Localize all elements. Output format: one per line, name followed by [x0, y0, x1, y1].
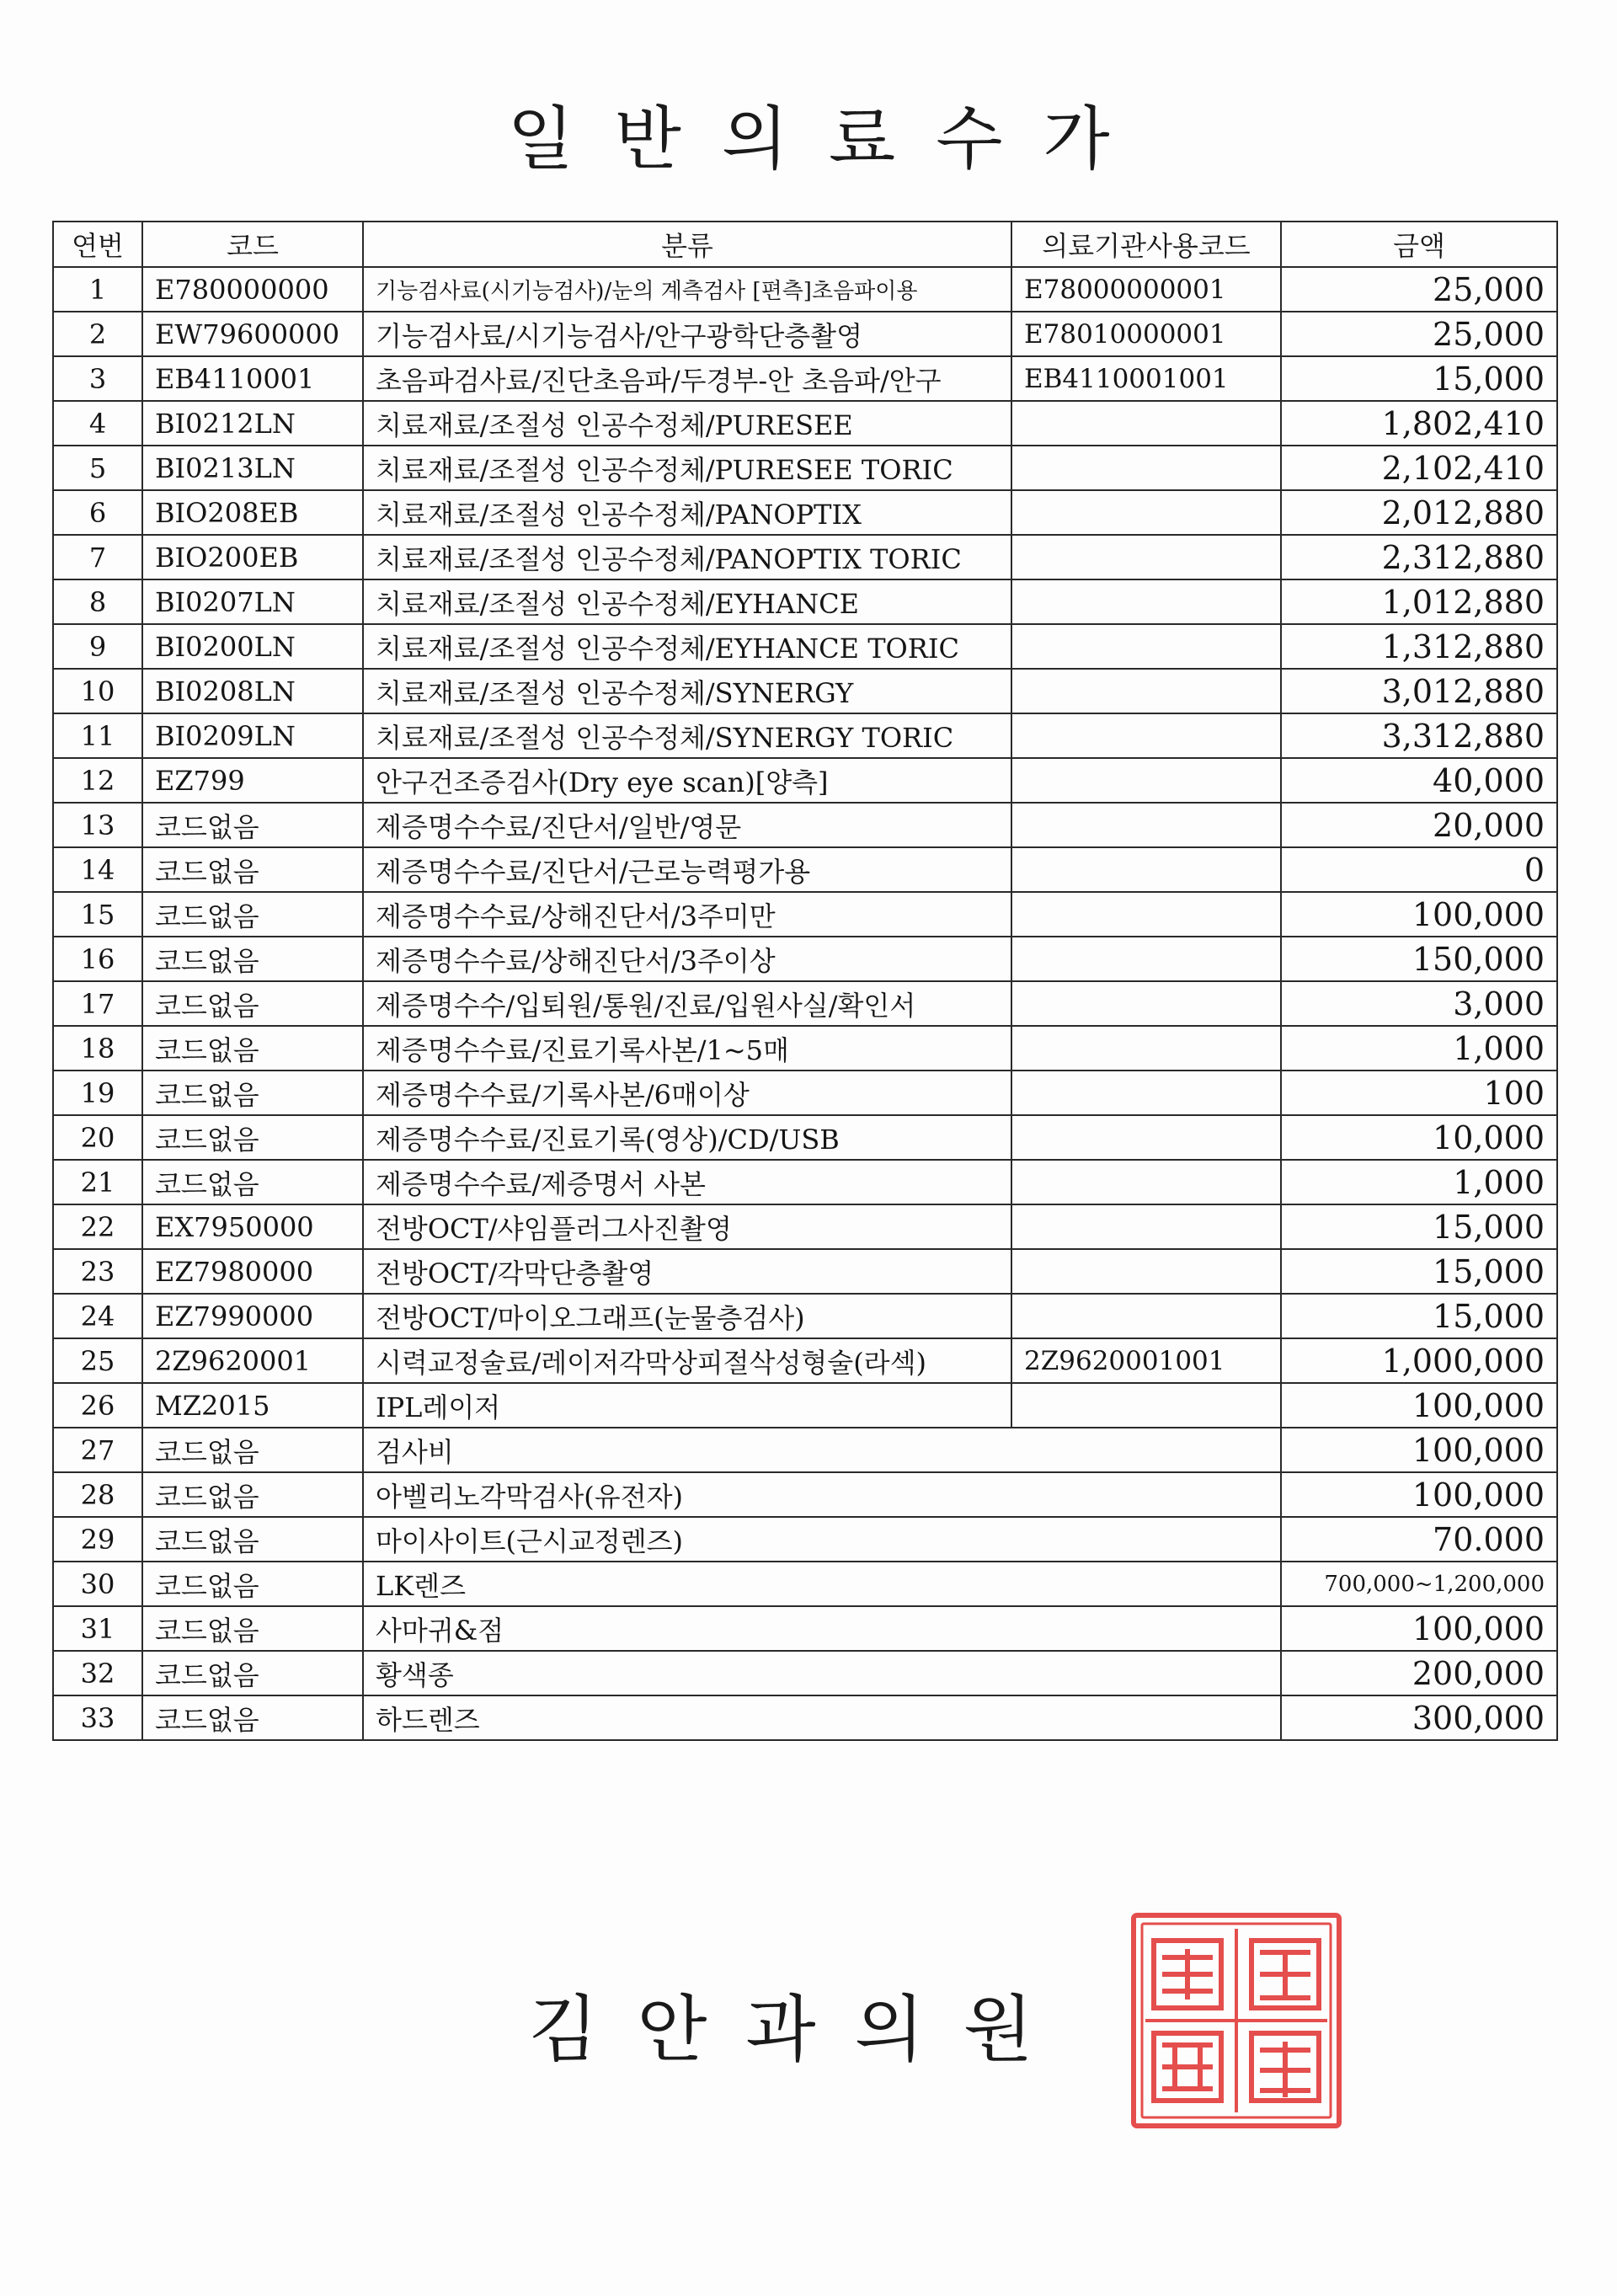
header-category: 분류: [363, 222, 1011, 267]
table-row: [53, 803, 1557, 847]
row-code: BI0209LN: [142, 713, 363, 758]
table-row: [53, 1160, 1557, 1204]
row-amount: 3,012,880: [1281, 669, 1557, 713]
row-category: 치료재료/조절성 인공수정체/PANOPTIX: [363, 490, 1011, 535]
row-code: 코드없음: [142, 892, 363, 937]
row-institution-code: [1011, 1071, 1281, 1115]
row-institution-code: [1011, 1026, 1281, 1071]
table-row: [53, 892, 1557, 937]
row-code: 코드없음: [142, 1026, 363, 1071]
table-row: [53, 624, 1557, 669]
row-category: 치료재료/조절성 인공수정체/SYNERGY TORIC: [363, 713, 1011, 758]
table-row: [53, 579, 1557, 624]
document-title: 일반의료수가: [507, 99, 1150, 179]
row-number: 9: [53, 624, 142, 669]
header-amount: 금액: [1281, 222, 1557, 267]
row-category: 안구건조증검사(Dry eye scan)[양측]: [363, 758, 1011, 803]
row-amount: 100: [1281, 1071, 1557, 1115]
row-amount: 20,000: [1281, 803, 1557, 847]
table-header-row: [53, 222, 1557, 267]
table-row: [53, 1517, 1557, 1562]
row-category: 치료재료/조절성 인공수정체/EYHANCE: [363, 579, 1011, 624]
row-institution-code: [1011, 1115, 1281, 1160]
table-row: [53, 847, 1557, 892]
row-amount: 100,000: [1281, 1428, 1557, 1472]
row-category: 기능검사료/시기능검사/안구광학단층촬영: [363, 312, 1011, 356]
row-code: E780000000: [142, 267, 363, 312]
row-code: 코드없음: [142, 1115, 363, 1160]
row-institution-code: [1011, 937, 1281, 981]
row-amount: 25,000: [1281, 312, 1557, 356]
row-code: 코드없음: [142, 981, 363, 1026]
row-code: 코드없음: [142, 1472, 363, 1517]
row-institution-code: [1011, 803, 1281, 847]
row-code: EZ799: [142, 758, 363, 803]
row-code: 코드없음: [142, 937, 363, 981]
row-amount: 15,000: [1281, 1204, 1557, 1249]
row-number: 22: [53, 1204, 142, 1249]
row-number: 33: [53, 1695, 142, 1740]
row-amount: 25,000: [1281, 267, 1557, 312]
row-institution-code: 2Z9620001001: [1011, 1338, 1281, 1383]
row-amount: 150,000: [1281, 937, 1557, 981]
row-code: BI0208LN: [142, 669, 363, 713]
row-institution-code: [1011, 847, 1281, 892]
row-institution-code: [1011, 401, 1281, 446]
row-number: 15: [53, 892, 142, 937]
row-institution-code: [1011, 1160, 1281, 1204]
row-number: 25: [53, 1338, 142, 1383]
row-code: BIO208EB: [142, 490, 363, 535]
row-institution-code: [1011, 669, 1281, 713]
row-category: 전방OCT/각막단층촬영: [363, 1249, 1011, 1294]
row-amount: 40,000: [1281, 758, 1557, 803]
row-number: 6: [53, 490, 142, 535]
row-number: 10: [53, 669, 142, 713]
row-institution-code: E78000000001: [1011, 267, 1281, 312]
row-amount: 700,000~1,200,000: [1281, 1562, 1557, 1606]
row-category: 제증명수수료/진단서/근로능력평가용: [363, 847, 1011, 892]
table-row: [53, 1651, 1557, 1695]
row-institution-code: [1011, 1249, 1281, 1294]
row-number: 29: [53, 1517, 142, 1562]
row-number: 32: [53, 1651, 142, 1695]
row-number: 13: [53, 803, 142, 847]
row-category: 아벨리노각막검사(유전자): [363, 1472, 1281, 1517]
row-code: 코드없음: [142, 1517, 363, 1562]
table-row: [53, 1562, 1557, 1606]
table-body: [53, 267, 1557, 1740]
row-code: EW79600000: [142, 312, 363, 356]
table-row: [53, 401, 1557, 446]
header-institution-code: 의료기관사용코드: [1011, 222, 1281, 267]
row-amount: 300,000: [1281, 1695, 1557, 1740]
row-category: 제증명수수료/진단서/일반/영문: [363, 803, 1011, 847]
row-amount: 2,312,880: [1281, 535, 1557, 579]
row-code: 코드없음: [142, 1428, 363, 1472]
table-row: [53, 535, 1557, 579]
row-number: 2: [53, 312, 142, 356]
fee-table: [52, 221, 1558, 1741]
table-row: [53, 1472, 1557, 1517]
row-code: EZ7990000: [142, 1294, 363, 1338]
row-code: 코드없음: [142, 1562, 363, 1606]
row-institution-code: [1011, 1383, 1281, 1428]
row-amount: 3,312,880: [1281, 713, 1557, 758]
table-row: [53, 758, 1557, 803]
row-number: 31: [53, 1606, 142, 1651]
row-amount: 1,000,000: [1281, 1338, 1557, 1383]
row-amount: 200,000: [1281, 1651, 1557, 1695]
row-category: 제증명수수/입퇴원/통원/진료/입원사실/확인서: [363, 981, 1011, 1026]
row-code: EX7950000: [142, 1204, 363, 1249]
row-number: 11: [53, 713, 142, 758]
table-row: [53, 981, 1557, 1026]
row-category: 초음파검사료/진단초음파/두경부-안 초음파/안구: [363, 356, 1011, 401]
row-code: 코드없음: [142, 1651, 363, 1695]
table-row: [53, 1249, 1557, 1294]
row-code: BI0200LN: [142, 624, 363, 669]
row-number: 26: [53, 1383, 142, 1428]
row-code: 코드없음: [142, 1606, 363, 1651]
row-number: 20: [53, 1115, 142, 1160]
row-institution-code: EB4110001001: [1011, 356, 1281, 401]
table-row: [53, 446, 1557, 490]
table-row: [53, 1606, 1557, 1651]
row-code: 코드없음: [142, 803, 363, 847]
row-category: 제증명수수료/제증명서 사본: [363, 1160, 1011, 1204]
row-code: 코드없음: [142, 1695, 363, 1740]
table-row: [53, 1204, 1557, 1249]
row-institution-code: [1011, 624, 1281, 669]
row-amount: 1,000: [1281, 1026, 1557, 1071]
row-category: 검사비: [363, 1428, 1281, 1472]
table-row: [53, 1428, 1557, 1472]
row-institution-code: E78010000001: [1011, 312, 1281, 356]
row-code: 코드없음: [142, 847, 363, 892]
row-number: 8: [53, 579, 142, 624]
header-code: 코드: [142, 222, 363, 267]
row-amount: 2,102,410: [1281, 446, 1557, 490]
table-row: [53, 1071, 1557, 1115]
row-number: 3: [53, 356, 142, 401]
table-row: [53, 490, 1557, 535]
row-number: 14: [53, 847, 142, 892]
row-code: MZ2015: [142, 1383, 363, 1428]
row-category: 제증명수수료/진료기록(영상)/CD/USB: [363, 1115, 1011, 1160]
row-number: 17: [53, 981, 142, 1026]
row-amount: 1,012,880: [1281, 579, 1557, 624]
row-amount: 100,000: [1281, 1606, 1557, 1651]
table-row: [53, 669, 1557, 713]
table-row: [53, 713, 1557, 758]
row-code: EB4110001: [142, 356, 363, 401]
row-number: 23: [53, 1249, 142, 1294]
table-row: [53, 1115, 1557, 1160]
row-category: 마이사이트(근시교정렌즈): [363, 1517, 1281, 1562]
row-code: BIO200EB: [142, 535, 363, 579]
row-number: 30: [53, 1562, 142, 1606]
row-amount: 1,000: [1281, 1160, 1557, 1204]
row-category: 치료재료/조절성 인공수정체/PANOPTIX TORIC: [363, 535, 1011, 579]
row-institution-code: [1011, 446, 1281, 490]
row-category: 치료재료/조절성 인공수정체/PURESEE TORIC: [363, 446, 1011, 490]
row-amount: 0: [1281, 847, 1557, 892]
row-category: 사마귀&점: [363, 1606, 1281, 1651]
row-code: 코드없음: [142, 1160, 363, 1204]
row-category: 제증명수수료/기록사본/6매이상: [363, 1071, 1011, 1115]
row-amount: 15,000: [1281, 1294, 1557, 1338]
clinic-name: 김안과의원: [528, 1988, 1072, 2072]
row-amount: 100,000: [1281, 1472, 1557, 1517]
row-category: 기능검사료(시기능검사)/눈의 계측검사 [편측]초음파이용: [363, 267, 1011, 312]
row-category: 치료재료/조절성 인공수정체/PURESEE: [363, 401, 1011, 446]
row-number: 21: [53, 1160, 142, 1204]
row-amount: 100,000: [1281, 892, 1557, 937]
row-category: 제증명수수료/상해진단서/3주미만: [363, 892, 1011, 937]
row-amount: 70.000: [1281, 1517, 1557, 1562]
row-number: 12: [53, 758, 142, 803]
row-code: 2Z9620001: [142, 1338, 363, 1383]
row-number: 24: [53, 1294, 142, 1338]
row-institution-code: [1011, 981, 1281, 1026]
row-amount: 15,000: [1281, 1249, 1557, 1294]
row-amount: 15,000: [1281, 356, 1557, 401]
table-row: [53, 1338, 1557, 1383]
row-institution-code: [1011, 1204, 1281, 1249]
row-institution-code: [1011, 579, 1281, 624]
row-number: 7: [53, 535, 142, 579]
table-row: [53, 356, 1557, 401]
row-number: 5: [53, 446, 142, 490]
table-row: [53, 312, 1557, 356]
row-category: 제증명수수료/상해진단서/3주이상: [363, 937, 1011, 981]
row-code: BI0213LN: [142, 446, 363, 490]
row-category: IPL레이저: [363, 1383, 1011, 1428]
row-amount: 3,000: [1281, 981, 1557, 1026]
clinic-seal-stamp: [1129, 1910, 1344, 2131]
row-amount: 1,802,410: [1281, 401, 1557, 446]
row-code: 코드없음: [142, 1071, 363, 1115]
row-number: 28: [53, 1472, 142, 1517]
row-category: 치료재료/조절성 인공수정체/EYHANCE TORIC: [363, 624, 1011, 669]
header-no: 연번: [53, 222, 142, 267]
row-category: 전방OCT/마이오그래프(눈물층검사): [363, 1294, 1011, 1338]
row-institution-code: [1011, 1294, 1281, 1338]
row-category: 전방OCT/샤임플러그사진촬영: [363, 1204, 1011, 1249]
row-category: 하드렌즈: [363, 1695, 1281, 1740]
row-number: 19: [53, 1071, 142, 1115]
row-number: 1: [53, 267, 142, 312]
row-amount: 10,000: [1281, 1115, 1557, 1160]
row-category: 치료재료/조절성 인공수정체/SYNERGY: [363, 669, 1011, 713]
row-institution-code: [1011, 490, 1281, 535]
row-number: 4: [53, 401, 142, 446]
row-amount: 100,000: [1281, 1383, 1557, 1428]
row-amount: 2,012,880: [1281, 490, 1557, 535]
row-category: LK렌즈: [363, 1562, 1281, 1606]
row-category: 황색종: [363, 1651, 1281, 1695]
row-category: 제증명수수료/진료기록사본/1~5매: [363, 1026, 1011, 1071]
row-amount: 1,312,880: [1281, 624, 1557, 669]
table-row: [53, 1695, 1557, 1740]
table-row: [53, 1026, 1557, 1071]
row-code: EZ7980000: [142, 1249, 363, 1294]
row-code: BI0207LN: [142, 579, 363, 624]
table-row: [53, 1383, 1557, 1428]
row-category: 시력교정술료/레이저각막상피절삭성형술(라섹): [363, 1338, 1011, 1383]
row-number: 18: [53, 1026, 142, 1071]
row-institution-code: [1011, 892, 1281, 937]
row-code: BI0212LN: [142, 401, 363, 446]
table-row: [53, 267, 1557, 312]
row-institution-code: [1011, 713, 1281, 758]
row-number: 27: [53, 1428, 142, 1472]
row-institution-code: [1011, 758, 1281, 803]
table-row: [53, 1294, 1557, 1338]
table-row: [53, 937, 1557, 981]
row-institution-code: [1011, 535, 1281, 579]
row-number: 16: [53, 937, 142, 981]
